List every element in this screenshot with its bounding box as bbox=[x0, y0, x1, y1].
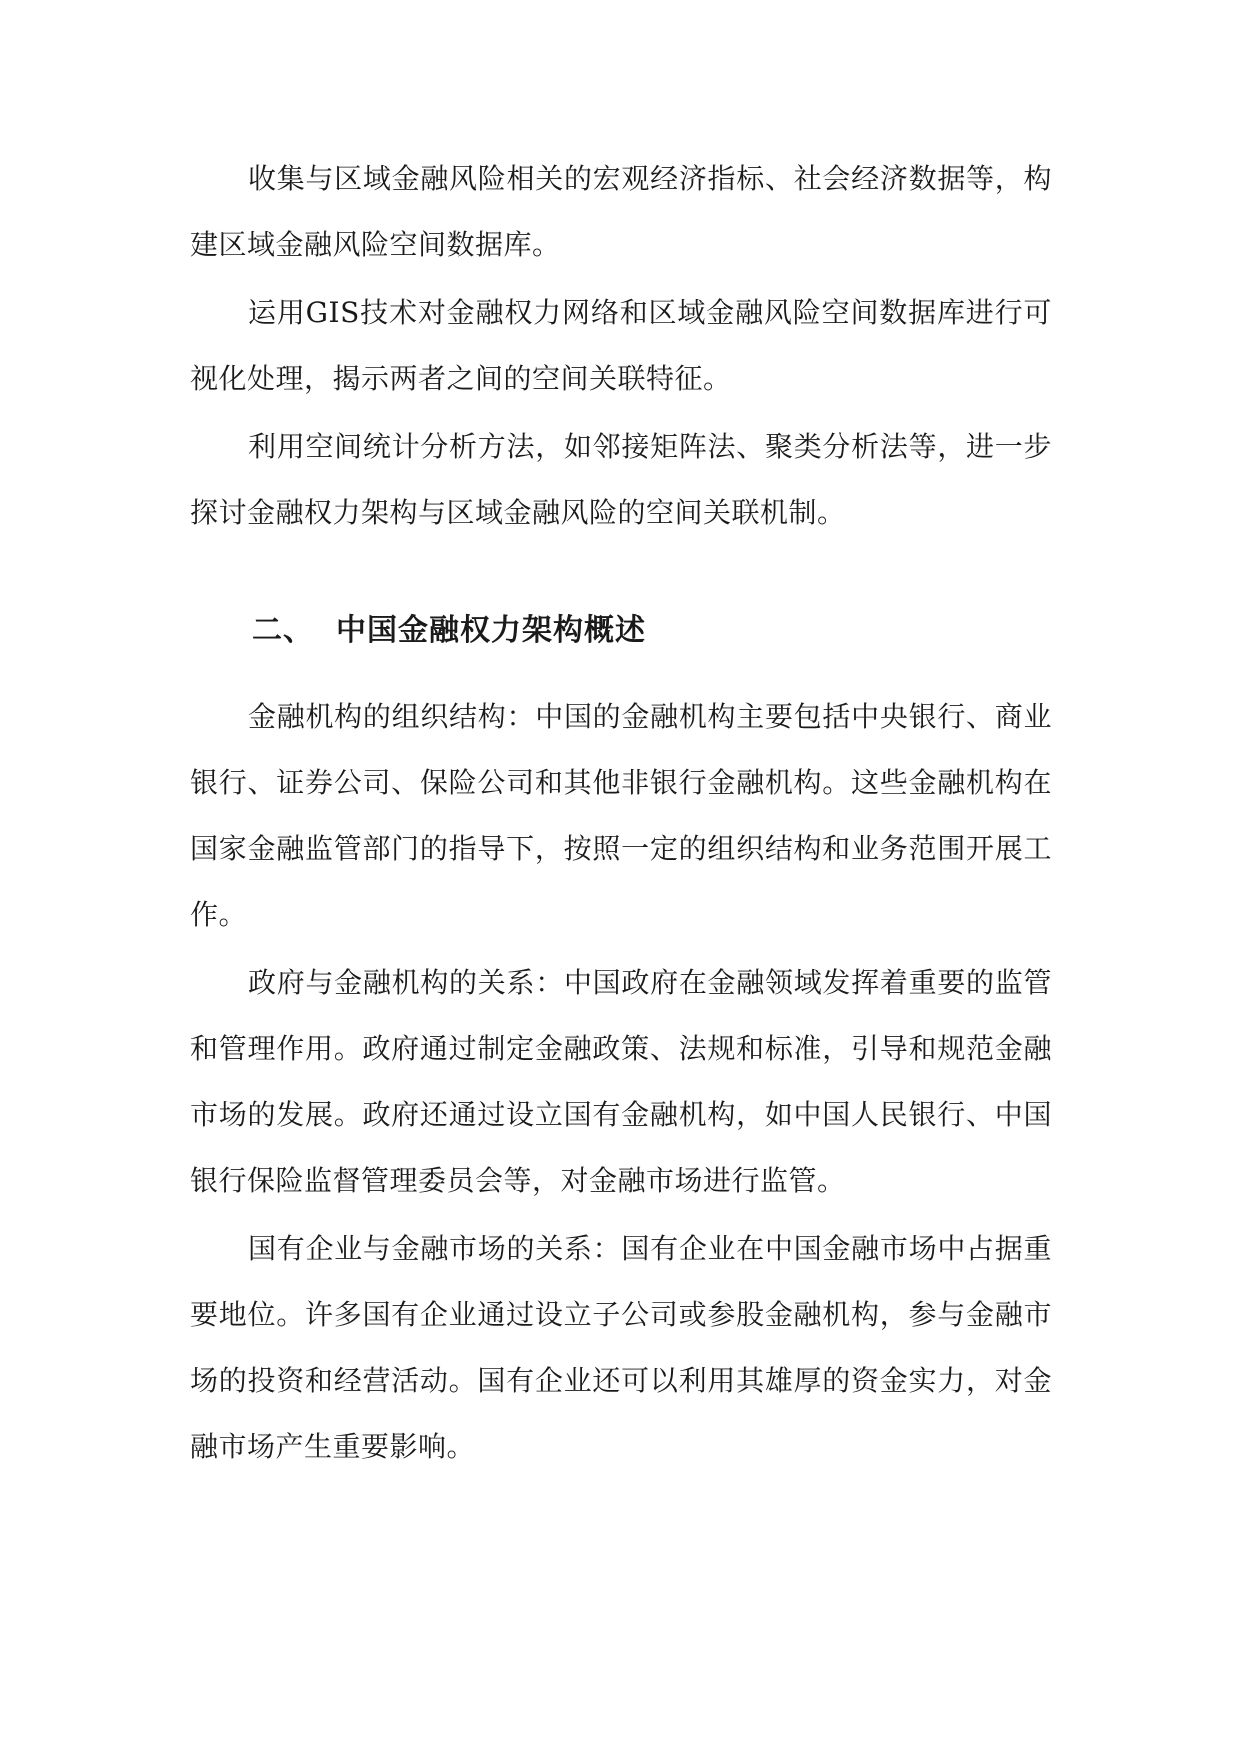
paragraph-soe-relations: 国有企业与金融市场的关系：国有企业在中国金融市场中占据重要地位。许多国有企业通过设立子公司或参股金融机构，参与金融市场的投资和经营活动。国有企业还可以利用其雄厚的资金实力，对金融市场产生重要影响。 bbox=[190, 1232, 1052, 1463]
section-title: 中国金融权力架构概述 bbox=[336, 613, 646, 648]
paragraph-gis-visualization: 运用GIS技术对金融权力网络和区域金融风险空间数据库进行可视化处理，揭示两者之间的空间关联特征。 bbox=[190, 296, 1052, 395]
paragraph-institution-structure: 金融机构的组织结构：中国的金融机构主要包括中央银行、商业银行、证券公司、保险公司和其他非银行金融机构。这些金融机构在国家金融监管部门的指导下，按照一定的组织结构和业务范围开展工作。 bbox=[190, 700, 1052, 931]
paragraph-government-relations: 政府与金融机构的关系：中国政府在金融领域发挥着重要的监管和管理作用。政府通过制定金融政策、法规和标准，引导和规范金融市场的发展。政府还通过设立国有金融机构，如中国人民银行、中国银行保险监督管理委员会等，对金融市场进行监管。 bbox=[190, 966, 1052, 1197]
section-number: 二、 bbox=[252, 613, 314, 648]
paragraph-data-collection: 收集与区域金融风险相关的宏观经济指标、社会经济数据等，构建区域金融风险空间数据库。 bbox=[190, 162, 1052, 261]
document-body bbox=[190, 146, 1052, 1480]
section-heading bbox=[190, 598, 1052, 664]
paragraph-spatial-statistics: 利用空间统计分析方法，如邻接矩阵法、聚类分析法等，进一步探讨金融权力架构与区域金融风险的空间关联机制。 bbox=[190, 430, 1052, 529]
